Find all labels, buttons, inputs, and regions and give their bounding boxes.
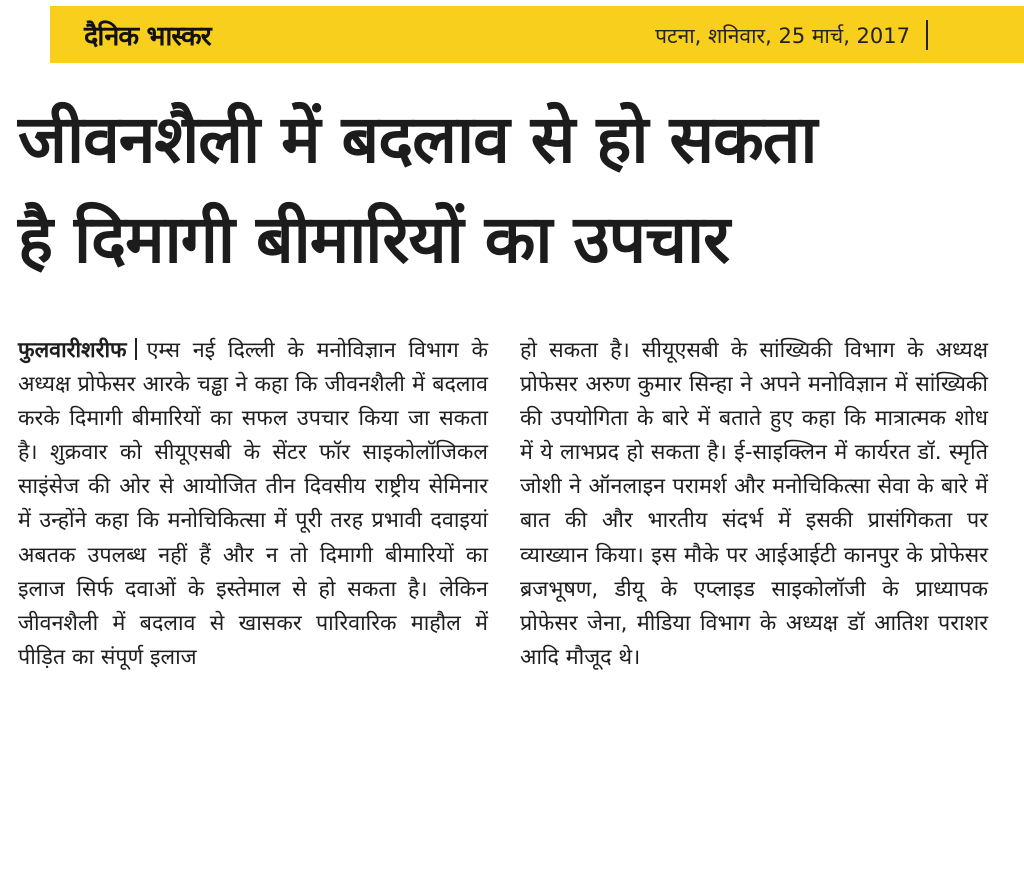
place-separator [135, 338, 137, 360]
headline-line-1: जीवनशैली में बदलाव से हो सकता [18, 101, 817, 178]
column-2-text: हो सकता है। सीयूएसबी के सांख्यिकी विभाग के अध्यक्ष प्रोफेसर अरुण कुमार सिन्हा ने अपने मनोविज्ञान में सांख्यिकी की उपयोगिता के बारे में बताते हुए कहा कि मात्रात्मक शोध में ये लाभप्रद हो सकता है। ई-साइक्लिन में कार्यरत डॉ. स्मृति जोशी ने ऑनलाइन परामर्श और मनोचिकित्सा सेवा के बारे में बात की और भारतीय संदर्भ में इसकी प्रासंगिकता पर व्याख्यान किया। इस मौके पर आईआईटी कानपुर के प्रोफेसर ब्रजभूषण, डीयू के एप्लाइड साइकोलॉजी के प्राध्यापक प्रोफेसर जेना, मीडिया विभाग के अध्यक्ष डॉ आतिश पराशर आदि मौजूद थे। [520, 338, 988, 670]
headline-line-2: है दिमागी बीमारियों का उपचार [18, 201, 730, 278]
article-column-1 [18, 334, 488, 675]
article-column-2 [520, 334, 988, 675]
place-tag: फुलवारीशरीफ [18, 338, 127, 363]
headline [18, 90, 1008, 290]
dateline: पटना, शनिवार, 25 मार्च, 2017 [655, 24, 910, 48]
masthead [50, 6, 1024, 63]
dateline-divider [926, 20, 928, 50]
newspaper-logo: दैनिक भास्कर [84, 21, 211, 52]
column-1-text: एम्स नई दिल्ली के मनोविज्ञान विभाग के अध्यक्ष प्रोफेसर आरके चड्ढा ने कहा कि जीवनशैली में बदलाव करके दिमागी बीमारियों का सफल उपचार किया जा सकता है। शुक्रवार को सीयूएसबी के सेंटर फॉर साइकोलॉजिकल साइंसेज की ओर से आयोजित तीन दिवसीय राष्ट्रीय सेमिनार में उन्होंने कहा कि मनोचिकित्सा में पूरी तरह प्रभावी दवाइयां अबतक उपलब्ध नहीं हैं और न तो दिमागी बीमारियों का इलाज सिर्फ दवाओं के इस्तेमाल से हो सकता है। लेकिन जीवनशैली में बदलाव से खासकर पारिवारिक माहौल में पीड़ित का संपूर्ण इलाज [18, 338, 488, 670]
